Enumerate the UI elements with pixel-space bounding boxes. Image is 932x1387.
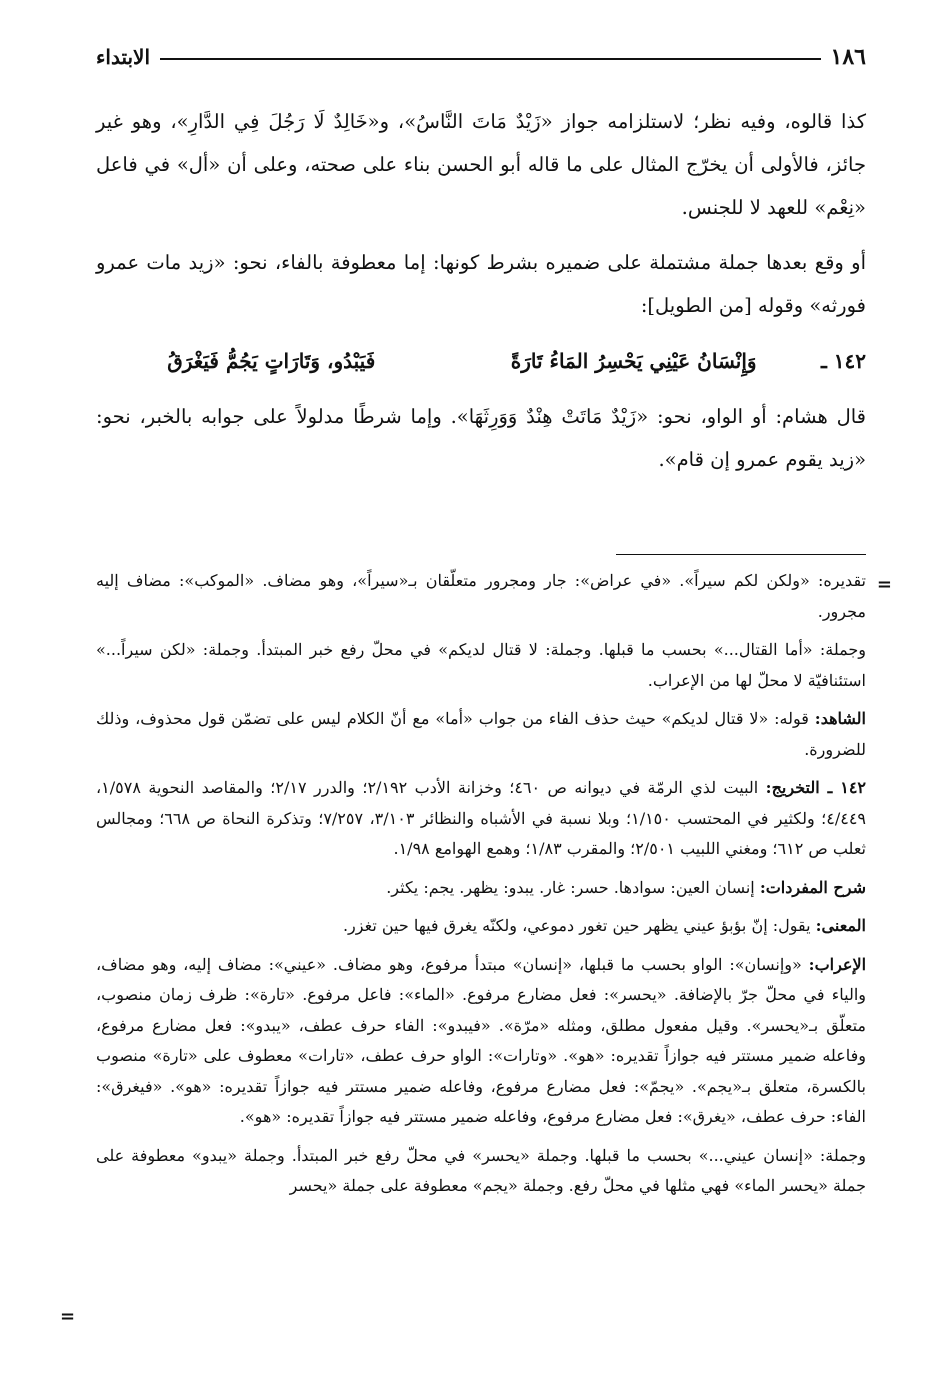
- footnotes: [96, 566, 866, 1210]
- footnote-4: [96, 773, 866, 865]
- footnote-label-mufradat: شرح المفردات:: [759, 877, 866, 897]
- verse-number: ١٤٢ ـ: [820, 349, 866, 373]
- footnote-text-irab: «وإنسان»: الواو بحسب ما قبلها، «إنسان» مبتدأ مرفوع، وهو مضاف. «عيني»: مضاف إليه، وهو مضاف، والياء في محلّ جرّ بالإضافة. «يحسر»: فعل مضارع مرفوع. «الماء»: فاعل مرفوع. «تارة»: ظرف زمان منصوب، متعلّق بـ«يحسر». وقيل مفعول مطلق، ومثله «مرّة». «فيبدو»: الفاء حرف عطف، «يبدو»: فعل مضارع مرفوع، وفاعله ضمير مستتر فيه جوازاً تقديره: «هو». «وتارات»: الواو حرف عطف، «تارات» معطوف على «تارة» منصوب بالكسرة، متعلق بـ«يجم». «يجمّ»: فعل مضارع مرفوع، وفاعله ضمير مستتر فيه جوازاً تقديره: «هو». «فيغرق»: الفاء: حرف عطف، «يغرق»: فعل مضارع مرفوع، وفاعله ضمير مستتر فيه جوازاً تقديره: «هو».: [96, 954, 866, 1126]
- footnote-separator: [616, 554, 866, 555]
- footnote-label-takhrij: ١٤٢ ـ التخريج:: [765, 778, 866, 797]
- footnote-6: [96, 911, 866, 942]
- verse-first-hemistich: وَإِنْسَانُ عَيْنِي يَحْسِرُ المَاءُ تَارَةً: [510, 349, 757, 373]
- main-paragraph-2: أو وقع بعدها جملة مشتملة على ضميره بشرط كونها: إما معطوفة بالفاء، نحو: «زيد مات عمرو فورثه» وقوله [من الطويل]:: [96, 251, 866, 317]
- footnote-1: تقديره: «ولكن لكم سيراً». «في عراض»: جار ومجرور متعلّقان بـ«سيراً»، وهو مضاف. «الموكب»: مضاف إليه مجرور.: [96, 571, 866, 621]
- footnote-label-maana: المعنى:: [815, 916, 866, 935]
- footnote-5: [96, 873, 866, 904]
- verse-second-hemistich: فَيَبْدُو، وَتَارَاتٍ يَجُمُّ فَيَغْرَقُ: [167, 349, 376, 373]
- header-rule: [160, 58, 821, 60]
- main-paragraph-1: كذا قالوه، وفيه نظر؛ لاستلزامه جواز «زَيْدٌ مَاتَ النَّاسُ»، و«خَالِدٌ لَا رَجُلَ فِي الدَّارِ»، وهو غير جائز، فالأولى أن يخرّج المثال على ما قاله أبو الحسن بناء على صحته، وعلى أن «أل» في فاعل «نِعْم» للعهد لا للجنس.: [96, 110, 866, 219]
- page-number: ١٨٦: [830, 44, 866, 70]
- footnote-text-shahid: قوله: «لا قتال لديكم» حيث حذف الفاء من جواب «أما» مع أنّ الكلام ليس على تضمّن قول محذوف، وذلك للضرورة.: [96, 709, 866, 759]
- footnote-text-maana: يقول: إنّ بؤبؤ عيني يظهر حين تغور دموعي، ولكنّه يغرق فيها حين تغزر.: [342, 916, 811, 935]
- footnote-7: [96, 950, 866, 1133]
- running-title: الابتداء: [96, 45, 151, 69]
- continued-from-mark: =: [876, 574, 892, 595]
- footnote-label-shahid: الشاهد:: [814, 709, 866, 728]
- footnote-text-mufradat: إنسان العين: سوادها. حسر: غار. يبدو: يظهر. يجم: يكثر.: [386, 877, 755, 897]
- page-header: [96, 40, 866, 74]
- continued-to-mark: =: [60, 1306, 76, 1327]
- footnote-label-irab: الإعراب:: [808, 954, 867, 974]
- main-text: [96, 100, 866, 493]
- footnote-2: وجملة: «أما القتال...» بحسب ما قبلها. وجملة: لا قتال لديكم» في محلّ رفع خبر المبتدأ. وجملة: «لكن سيراً...» استئنافيّة لا محلّ لها من الإعراب.: [96, 640, 867, 690]
- main-paragraph-3: قال هشام: أو الواو، نحو: «زَيْدٌ مَاتَتْ هِنْدٌ وَوَرِثَهَا». وإما شرطًا مدلولاً على جوابه بالخبر، نحو: «زيد يقوم عمرو إن قام».: [96, 405, 866, 471]
- footnote-3: [96, 704, 866, 765]
- footnote-text-takhrij: البيت لذي الرمّة في ديوانه ص ٤٦٠؛ وخزانة الأدب ٢/١٩٢؛ والدرر ٢/١٧؛ والمقاصد النحوية ١/٥٧٨، ٤/٤٤٩؛ ولكثير في المحتسب ١/١٥٠؛ وبلا نسبة في الأشباه والنظائر ٣/١٠٣، ٧/٢٥٧؛ وتذكرة النحاة ص ٦٦٨؛ ومجالس ثعلب ص ٦١٢؛ ومغني اللبيب ٢/٥٠١؛ والمقرب ١/٨٣؛ وهمع الهوامع ١/٩٨.: [96, 778, 866, 858]
- poetry-verse: [96, 339, 866, 383]
- footnote-8: وجملة: «إنسان عيني...» بحسب ما قبلها. وجملة «يحسر» في محلّ رفع خبر المبتدأ. وجملة «يبدو» معطوفة على جملة «يحسر الماء» فهي مثلها في محلّ رفع. وجملة «يجم» معطوفة على جملة «يحسر: [96, 1145, 866, 1195]
